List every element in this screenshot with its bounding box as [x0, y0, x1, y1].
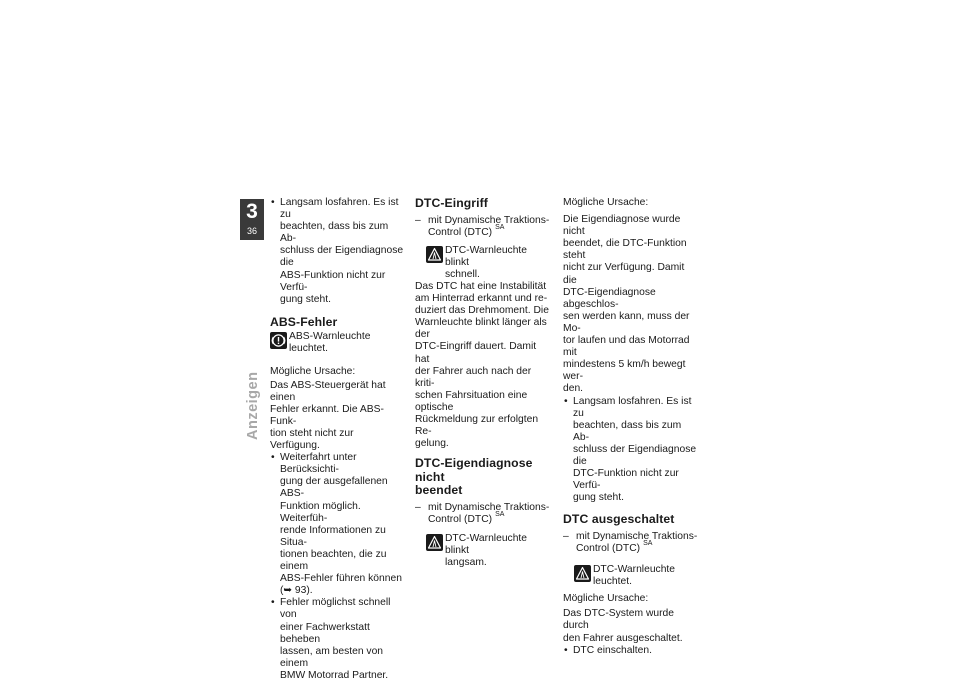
abs-warning-row — [270, 331, 405, 355]
list-item: • DTC einschalten. — [564, 644, 652, 656]
dtc-warning-row — [426, 245, 550, 281]
option-item: – mit Dynamische Traktions- Control (DTC) $^{SA}$ — [415, 501, 550, 525]
option-item: – mit Dynamische Traktions- Control (DTC) $^{SA}$ — [415, 214, 550, 238]
intervention-text: Das DTC hat eine Instabilität am Hinterrad erkannt und re- duziert das Drehmoment. Die Warnleuchte blinkt länger als der DTC-Eingriff dauert. Damit hat der Fahrer auch nach der kriti- schen Fahrsituation eine optische Rückmeldung zur erfolgten Re- gelung. — [415, 280, 549, 450]
column-3 — [563, 197, 698, 657]
cause-label: Mögliche Ursache: — [563, 593, 649, 605]
dtc-warning-text: DTC-Warnleuchte leuchtet. — [593, 564, 676, 588]
list-item: • Langsam losfahren. Es ist zu beachten, dass bis zum Ab- schluss der Eigendiagnose die DTC-Funktion nicht zur Verfü- gung steht. — [564, 395, 697, 504]
cause-text: Die Eigendiagnose wurde nicht beendet, die DTC-Funktion steht nicht zur Verfügung. Damit die DTC-Eigendiagnose abgeschlos- sen werden kann, muss der Mo- tor laufen und das Motorrad mit mindestens 5 km/h bewegt wer- den. — [563, 214, 690, 395]
heading-dtc-ausgeschaltet: DTC ausgeschaltet — [563, 512, 675, 527]
cause-text: Das ABS-Steuergerät hat einen Fehler erkannt. Die ABS-Funk- tion steht nicht zur Verfügung. — [270, 379, 386, 452]
abs-warning-icon — [270, 332, 287, 349]
dtc-warning-row — [426, 533, 550, 569]
cause-label: Mögliche Ursache: — [563, 197, 649, 208]
option-item: – mit Dynamische Traktions- Control (DTC) $^{SA}$ — [563, 530, 698, 554]
dtc-warning-icon — [426, 246, 443, 263]
chapter-tab — [240, 199, 264, 240]
chapter-side-label: Anzeigen — [245, 371, 261, 440]
dtc-warning-text: DTC-Warnleuchte blinkt schnell. — [445, 244, 528, 280]
dtc-warning-icon — [574, 565, 591, 582]
heading-abs-fehler: ABS-Fehler — [270, 314, 338, 329]
column-1 — [270, 197, 405, 682]
cause-label: Mögliche Ursache: — [270, 365, 356, 377]
abs-warning-text: ABS-Warnleuchte leuchtet. — [289, 331, 371, 355]
page-reference[interactable]: (➥ 93). — [280, 585, 313, 597]
dtc-warning-icon — [426, 534, 443, 551]
page-number: 36 — [246, 226, 257, 236]
dtc-warning-row — [574, 564, 698, 588]
list-item: • Langsam losfahren. Es ist zu beachten, dass bis zum Ab- schluss der Eigendiagnose die ABS-Funktion nicht zur Verfü- gung steht. — [271, 197, 404, 305]
cause-text: Das DTC-System wurde durch den Fahrer ausgeschaltet. — [563, 608, 683, 644]
heading-dtc-eigendiagnose: DTC-Eigendiagnose nicht beendet — [415, 456, 533, 498]
chapter-number: 3 — [246, 200, 258, 223]
list-item: • Weiterfahrt unter Berücksichti- gung der ausgefallenen ABS- Funktion möglich. Weiterfüh- rende Informationen zu Situa- tionen beachten, die zu einem ABS-Fehler führen können (➥ 93). — [271, 452, 402, 597]
heading-dtc-eingriff: DTC-Eingriff — [415, 196, 488, 210]
list-item: • Fehler möglichst schnell von einer Fachwerkstatt beheben lassen, am besten von einem BMW Motorrad Partner. — [271, 597, 391, 681]
dtc-warning-text: DTC-Warnleuchte blinkt langsam. — [445, 532, 528, 569]
column-2 — [415, 197, 550, 569]
option-superscript: SA — [495, 223, 505, 231]
